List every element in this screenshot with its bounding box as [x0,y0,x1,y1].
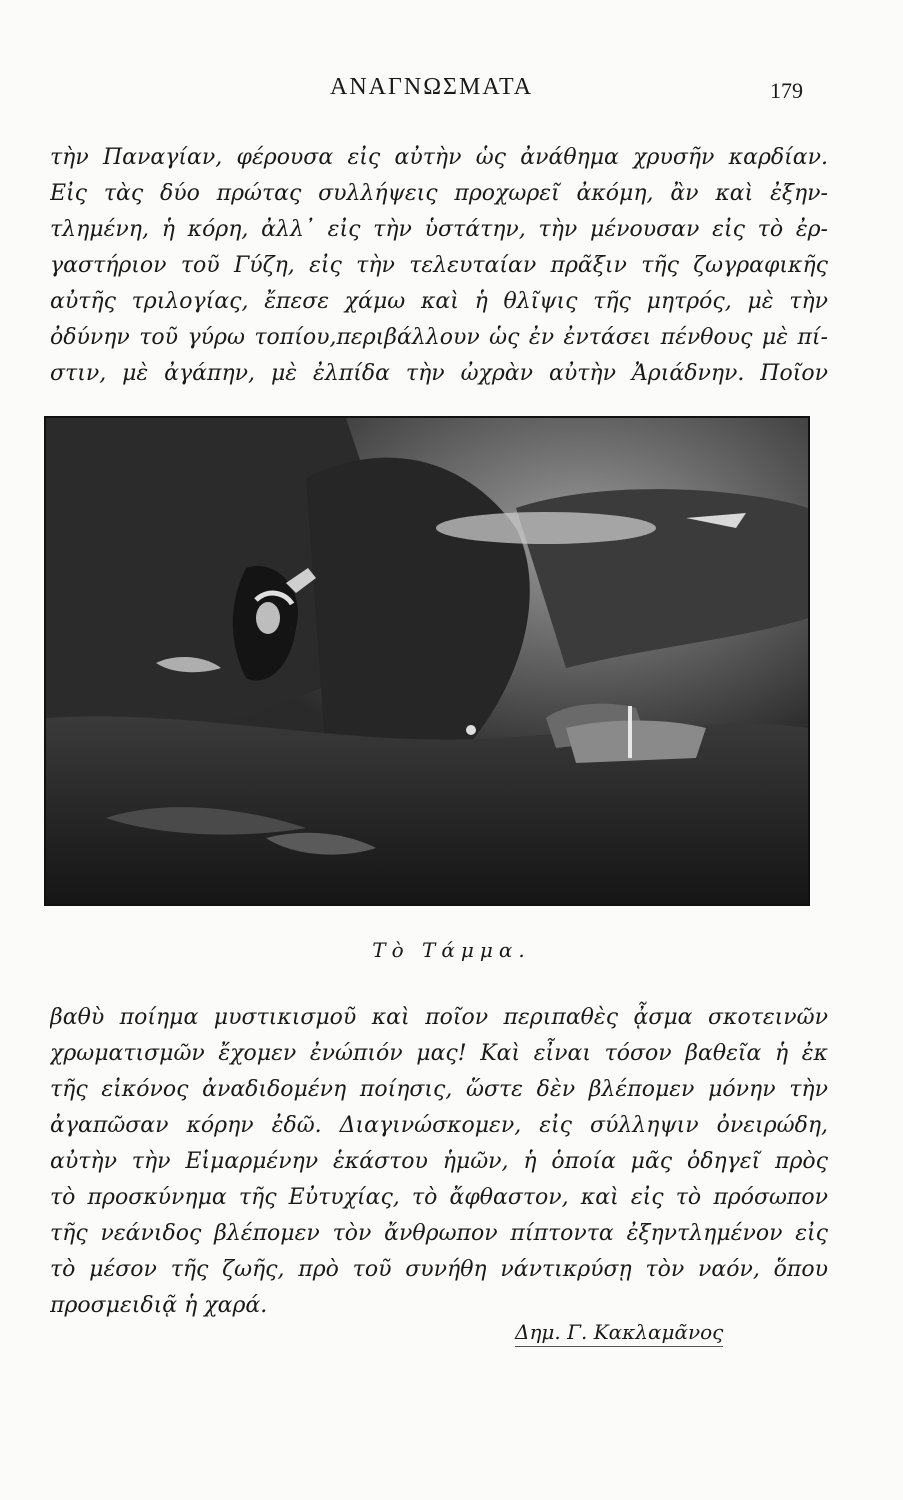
text-line: ἀγαπῶσαν κόρην ἐδῶ. Διαγινώσκομεν, εἰς σύλληψιν ὀνειρώδη, [50,1113,828,1138]
text-line: ὀδύνην τοῦ γύρω τοπίου,περιβάλλουν ὡς ἐν ἐντάσει πένθους μὲ πί- [50,325,828,350]
text-line: προσμειδιᾷ ἡ χαρά. [50,1293,268,1318]
author-signature: Δημ. Γ. Κακλαμᾶνος [515,1320,723,1347]
text-line: βαθὺ ποίημα μυστικισμοῦ καὶ ποῖον περιπαθὲς ᾆσμα σκοτεινῶν [50,1005,828,1030]
text-line: τῆς εἰκόνος ἀναδιδομένη ποίησις, ὥστε δὲν βλέπομεν μόνην τὴν [50,1077,828,1102]
text-line: τὸ προσκύνημα τῆς Εὐτυχίας, τὸ ἄφθαστον, καὶ εἰς τὸ πρόσωπον [50,1185,828,1210]
paragraph-bottom [50,1000,828,1324]
text-line: τὸ μέσον τῆς ζωῆς, πρὸ τοῦ συνήθη νάντικρύσῃ τὸν ναόν, ὅπου [50,1257,828,1282]
text-line: στιν, μὲ ἀγάπην, μὲ ἐλπίδα τὴν ὠχρὰν αὐτὴν Ἀριάδνην. Ποῖον [50,361,828,386]
running-title: ΑΝΑΓΝΩΣΜΑΤΑ [330,74,534,100]
text-line: γαστήριον τοῦ Γύζη, εἰς τὴν τελευταίαν πρᾶξιν τῆς ζωγραφικῆς [50,253,828,278]
paragraph-top [50,140,828,392]
painting-illustration [44,416,810,906]
text-line: τὴν Παναγίαν, φέρουσα εἰς αὐτὴν ὡς ἀνάθημα χρυσῆν καρδίαν. [50,145,828,170]
text-line: Εἰς τὰς δύο πρώτας συλλήψεις προχωρεῖ ἀκόμη, ἂν καὶ ἐξην- [50,181,828,206]
text-line: χρωματισμῶν ἔχομεν ἐνώπιόν μας! Καὶ εἶναι τόσον βαθεῖα ἡ ἐκ [50,1041,828,1066]
painting-image [46,418,808,904]
text-line: αὐτῆς τριλογίας, ἔπεσε χάμω καὶ ἡ θλῖψις τῆς μητρός, μὲ τὴν [50,289,828,314]
text-line: αὐτὴν τὴν Εἱμαρμένην ἑκάστου ἡμῶν, ἡ ὁποία μᾶς ὁδηγεῖ πρὸς [50,1149,828,1174]
figure-caption: Τὸ Τάμμα. [372,938,531,962]
text-line: τῆς νεάνιδος βλέπομεν τὸν ἄνθρωπον πίπτοντα ἐξηντλημένον εἰς [50,1221,828,1246]
text-line: τλημένη, ἡ κόρη, ἀλλ᾽ εἰς τὴν ὑστάτην, τὴν μένουσαν εἰς τὸ ἐρ- [50,217,828,242]
running-head [0,74,903,114]
page-number: 179 [770,78,803,103]
